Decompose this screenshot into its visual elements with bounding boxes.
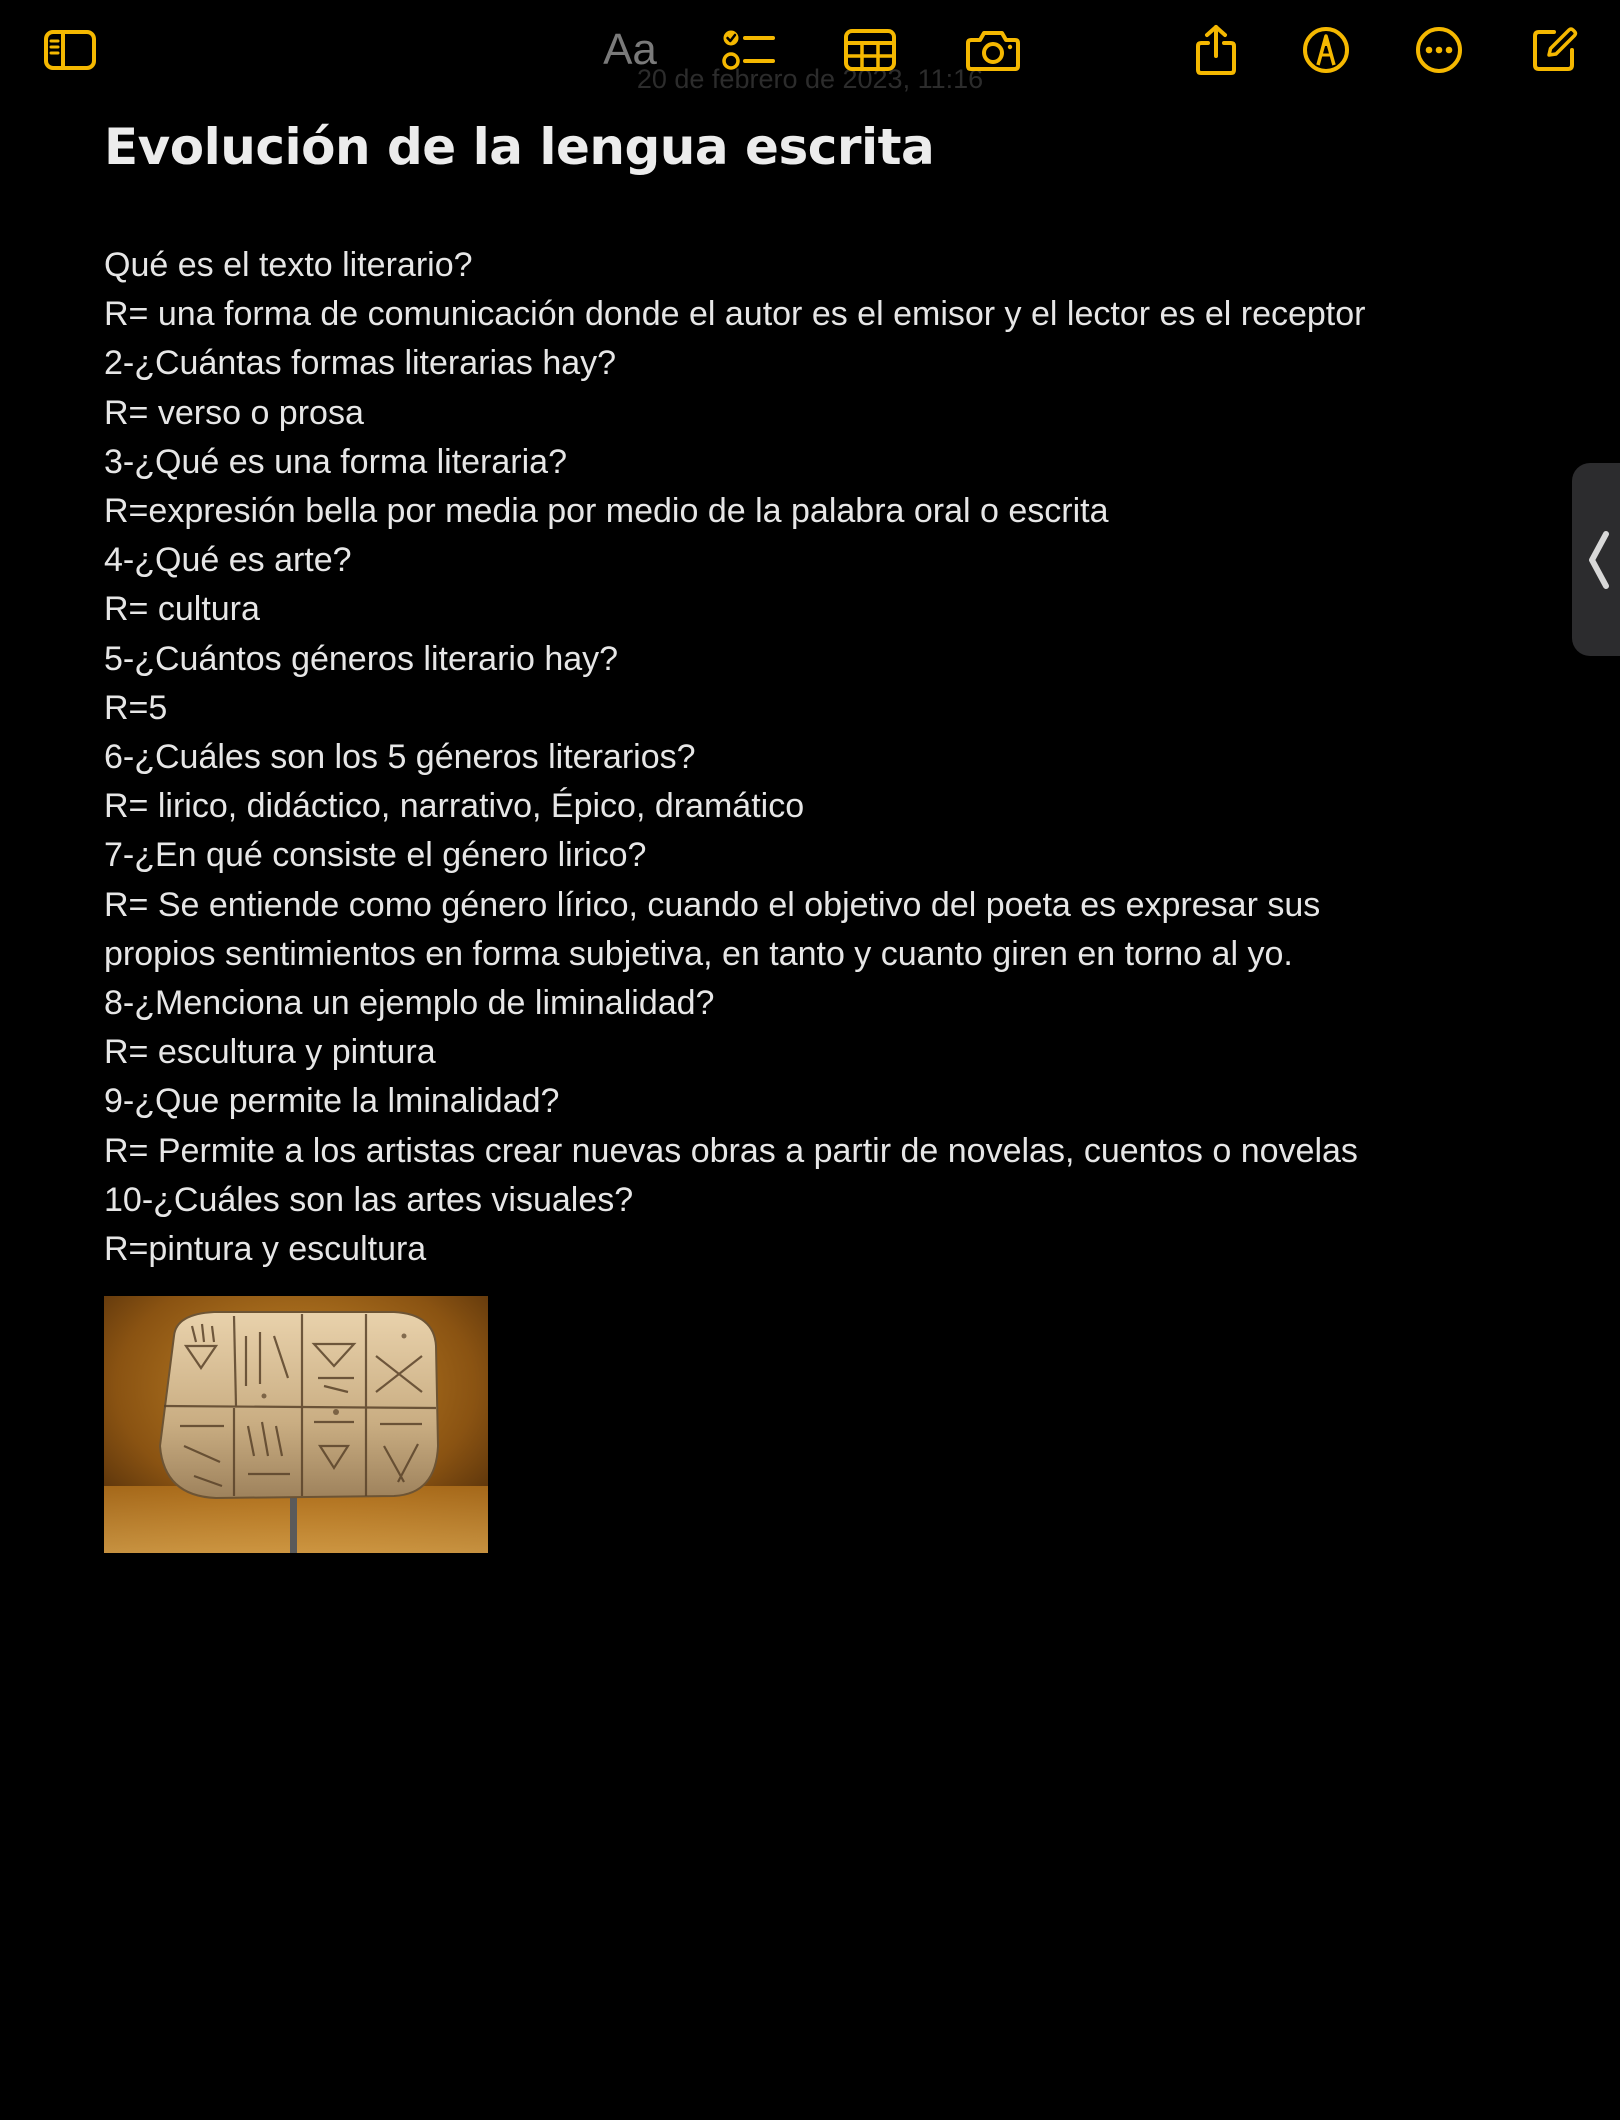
note-line[interactable]: Qué es el texto literario? xyxy=(104,246,473,284)
note-line[interactable]: R= cultura xyxy=(104,590,260,629)
table-button[interactable] xyxy=(835,15,905,85)
cuneiform-tablet-image[interactable] xyxy=(104,1296,488,1553)
camera-icon xyxy=(965,28,1021,72)
note-line[interactable]: R= Se entiende como género lírico, cuando el objetivo del poeta es expresar sus xyxy=(104,885,1321,924)
note-body[interactable] xyxy=(104,241,1524,1274)
note-line[interactable]: 7-¿En qué consiste el género lirico? xyxy=(104,836,647,875)
note-line[interactable]: R= Permite a los artistas crear nuevas obras a partir de novelas, cuentos o novelas xyxy=(104,1131,1358,1170)
note-line[interactable]: R=expresión bella por media por medio de la palabra oral o escrita xyxy=(104,492,1109,531)
note-line[interactable]: R=5 xyxy=(104,688,168,727)
note-line[interactable]: R= una forma de comunicación donde el autor es el emisor y el lector es el receptor xyxy=(104,295,1366,334)
note-line[interactable]: 5-¿Cuántos géneros literario hay? xyxy=(104,639,619,678)
compose-icon xyxy=(1529,25,1579,75)
compose-button[interactable] xyxy=(1519,15,1589,85)
more-options-button[interactable] xyxy=(1404,15,1474,85)
note-line[interactable]: 4-¿Qué es arte? xyxy=(104,541,352,580)
note-line[interactable]: propios sentimientos en forma subjetiva, en tanto y cuanto giren en torno al yo. xyxy=(104,934,1293,973)
markup-pen-icon xyxy=(1301,25,1351,75)
note-line[interactable]: 9-¿Que permite la lminalidad? xyxy=(104,1082,560,1121)
share-icon xyxy=(1194,23,1238,77)
side-panel-handle[interactable] xyxy=(1572,463,1620,656)
checklist-icon xyxy=(722,26,776,74)
note-line[interactable]: R= verso o prosa xyxy=(104,393,364,432)
cuneiform-tablet-illustration xyxy=(104,1296,488,1553)
ellipsis-circle-icon xyxy=(1414,25,1464,75)
format-text-button[interactable] xyxy=(590,22,670,78)
note-line[interactable]: 10-¿Cuáles son las artes visuales? xyxy=(104,1180,634,1219)
note-line[interactable]: 6-¿Cuáles son los 5 géneros literarios? xyxy=(104,738,696,777)
markup-button[interactable] xyxy=(1291,15,1361,85)
chevron-left-icon xyxy=(1586,530,1610,590)
note-line[interactable]: R=pintura y escultura xyxy=(104,1230,427,1269)
note-line[interactable]: 8-¿Menciona un ejemplo de liminalidad? xyxy=(104,984,715,1023)
checklist-button[interactable] xyxy=(714,15,784,85)
note-line[interactable]: R= escultura y pintura xyxy=(104,1033,436,1072)
note-title[interactable]: Evolución de la lengua escrita xyxy=(104,118,935,176)
share-button[interactable] xyxy=(1181,15,1251,85)
camera-button[interactable] xyxy=(958,15,1028,85)
note-date: 20 de febrero de 2023, 11:16 xyxy=(636,64,984,94)
format-text-icon: Aa xyxy=(603,25,657,74)
note-line[interactable]: 2-¿Cuántas formas literarias hay? xyxy=(104,344,617,383)
note-line[interactable]: 3-¿Qué es una forma literaria? xyxy=(104,442,567,481)
note-line[interactable]: R= lirico, didáctico, narrativo, Épico, dramático xyxy=(104,787,805,826)
table-icon xyxy=(843,28,897,72)
